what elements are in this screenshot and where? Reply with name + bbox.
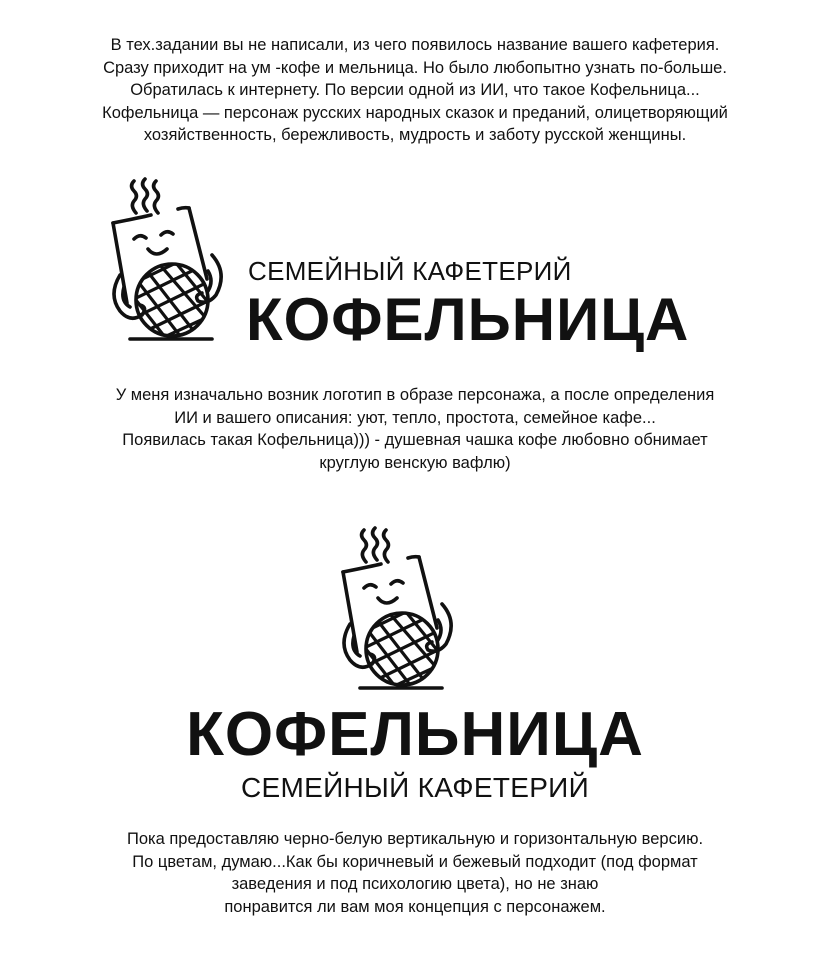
- logo-vertical-subtitle: СЕМЕЙНЫЙ КАФЕТЕРИЙ: [240, 772, 590, 803]
- logo-horizontal-title: КОФЕЛЬНИЦА: [246, 286, 690, 353]
- coffee-cup-hugging-waffle-icon: [100, 175, 230, 355]
- outro-paragraph: [0, 828, 830, 918]
- intro-line: Кофельница — персонаж русских народных сказок и преданий, олицетворяющий: [102, 103, 728, 122]
- coffee-cup-hugging-waffle-icon: [330, 524, 460, 704]
- outro-line: заведения и под психологию цвета), но не знаю: [231, 875, 599, 893]
- outro-line: Пока предоставляю черно-белую вертикальную и горизонтальную версию.: [126, 830, 704, 848]
- middle-paragraph: [0, 384, 830, 474]
- middle-line: круглую венскую вафлю): [319, 453, 511, 472]
- intro-line: Обратилась к интернету. По версии одной из ИИ, что такое Кофельница...: [130, 81, 700, 99]
- middle-line: У меня изначально возник логотип в образе персонажа, а после определения: [115, 386, 715, 404]
- intro-line: хозяйственность, бережливость, мудрость и заботу русской женщины.: [143, 126, 687, 144]
- logo-horizontal-subtitle: СЕМЕЙНЫЙ КАФЕТЕРИЙ: [248, 256, 572, 286]
- intro-line: В тех.задании вы не написали, из чего появилось название вашего кафетерия.: [110, 36, 720, 54]
- outro-line: понравится ли вам моя концепция с персонажем.: [224, 897, 606, 916]
- intro-paragraph: [0, 34, 830, 147]
- intro-line: Сразу приходит на ум -кофе и мельница. Но было любопытно узнать по-больше.: [103, 58, 727, 77]
- logo-vertical-title: КОФЕЛЬНИЦА: [186, 700, 644, 769]
- middle-line: ИИ и вашего описания: уют, тепло, простота, семейное кафе...: [174, 408, 656, 427]
- outro-line: По цветам, думаю...Как бы коричневый и бежевый подходит (под формат: [132, 852, 698, 871]
- middle-line: Появилась такая Кофельница))) - душевная чашка кофе любовно обнимает: [122, 431, 708, 449]
